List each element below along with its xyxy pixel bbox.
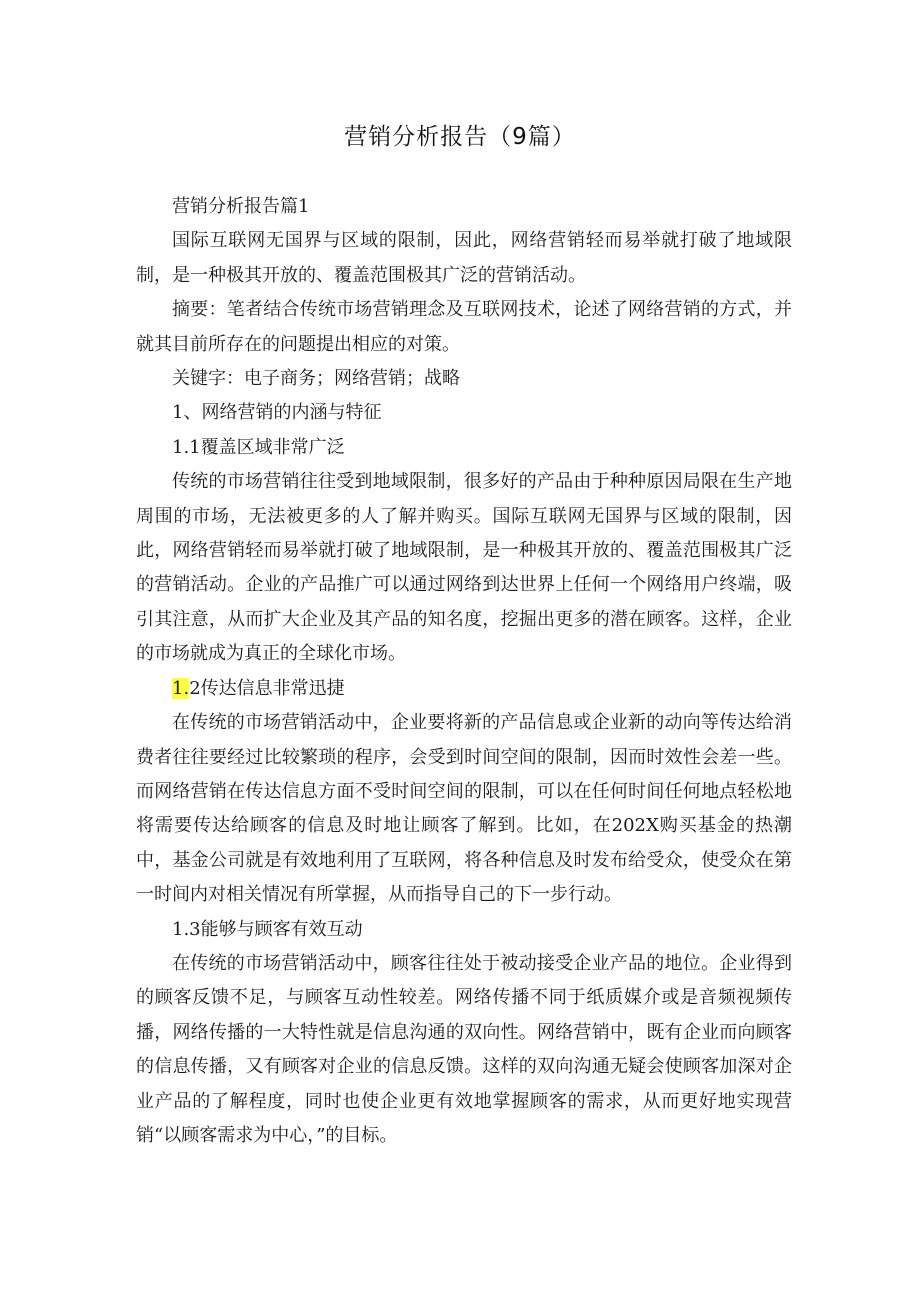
- keywords-line: 关键字：电子商务；网络营销；战略: [172, 368, 460, 390]
- heading-1-2-text: 2传达信息非常迅捷: [189, 677, 345, 699]
- paragraph-1-1: 传统的市场营销往往受到地域限制，很多好的产品由于种种原因局限在生产地周围的市场，无法被更多的人了解并购买。国际互联网无国界与区域的限制，因此，网络营销轻而易举就打破了地域限制，是一种极其开放的、覆盖范围极其广泛的营销活动。企业的产品推广可以通过网络到达世界上任何一个网络用户终端，吸引其注意，从而扩大企业及其产品的知名度，挖掘出更多的潜在顾客。这样，企业的市场就成为真正的全球化市场。: [136, 471, 792, 665]
- section-title: 营销分析报告篇1: [172, 196, 310, 217]
- document-body: [136, 190, 792, 1153]
- document-title: 营销分析报告（9篇）: [344, 124, 576, 150]
- paragraph-1-2: 在传统的市场营销活动中，企业要将新的产品信息或企业新的动向等传达给消费者往往要经过比较繁琐的程序，会受到时间空间的限制，因而时效性会差一些。而网络营销在传达信息方面不受时间空间的限制，可以在任何时间任何地点轻松地将需要传达给顾客的信息及时地让顾客了解到。比如，在202X购买基金的热潮中，基金公司就是有效地利用了互联网，将各种信息及时发布给受众，使受众在第一时间内对相关情况有所掌握，从而指导自己的下一步行动。: [136, 712, 792, 906]
- highlighted-text: 1.: [172, 677, 190, 699]
- heading-1-2: [136, 672, 792, 706]
- paragraph-1-3: 在传统的市场营销活动中，顾客往往处于被动接受企业产品的地位。企业得到的顾客反馈不足，与顾客互动性较差。网络传播不同于纸质媒介或是音频视频传播，网络传播的一大特性就是信息沟通的双向性。网络营销中，既有企业而向顾客的信息传播，又有顾客对企业的信息反馈。这样的双向沟通无疑会使顾客加深对企业产品的了解程度，同时也使企业更有效地掌握顾客的需求，从而更好地实现营销“以顾客需求为中心，”的目标。: [136, 952, 792, 1146]
- heading-1: 1、网络营销的内涵与特征: [172, 402, 382, 424]
- abstract-paragraph: 摘要：笔者结合传统市场营销理念及互联网技术，论述了网络营销的方式，并就其目前所存在的问题提出相应的对策。: [136, 299, 792, 355]
- intro-paragraph: 国际互联网无国界与区域的限制，因此，网络营销轻而易举就打破了地域限制，是一种极其开放的、覆盖范围极其广泛的营销活动。: [136, 230, 792, 286]
- heading-1-1: 1.1覆盖区域非常广泛: [172, 436, 345, 458]
- heading-1-3: 1.3能够与顾客有效互动: [172, 918, 363, 940]
